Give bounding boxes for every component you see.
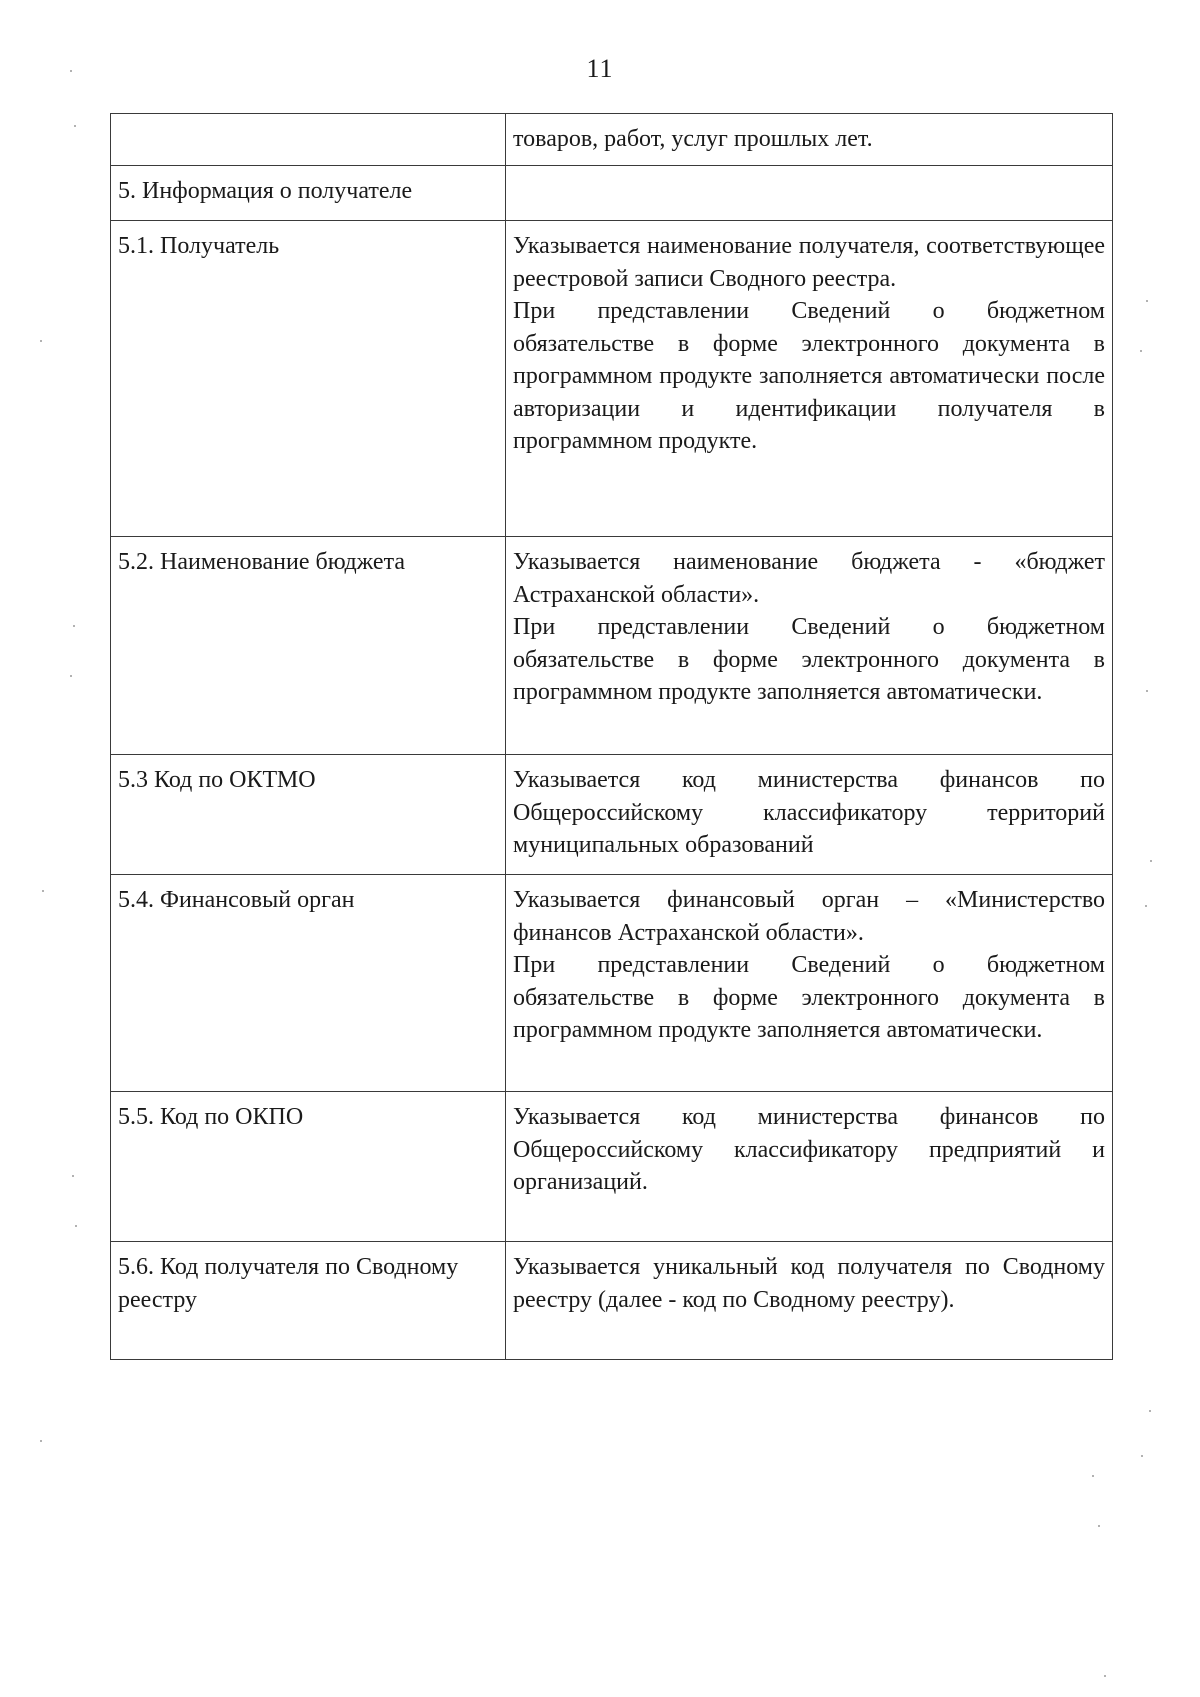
scan-speck xyxy=(1141,1455,1143,1457)
scan-speck xyxy=(40,340,42,342)
scan-speck xyxy=(1092,1475,1094,1477)
scan-speck xyxy=(1145,905,1147,907)
field-description-cell xyxy=(506,755,1113,875)
description-paragraph: При представлении Сведений о бюджетном обязательстве в форме электронного документа в программном продукте заполняется автоматически. xyxy=(513,952,1105,1043)
field-description-cell xyxy=(506,221,1113,537)
field-description-cell xyxy=(506,875,1113,1092)
description-paragraph: Указывается код министерства финансов по Общероссийскому классификатору предприятий и организаций. xyxy=(513,1104,1105,1195)
scan-speck xyxy=(73,625,75,627)
description-paragraph: Указывается наименование бюджета - «бюджет Астраханской области». xyxy=(513,549,1105,608)
table-row xyxy=(111,114,1113,166)
description-paragraph: Указывается уникальный код получателя по Сводному реестру (далее - код по Сводному реестру). xyxy=(513,1254,1105,1313)
scan-speck xyxy=(75,1225,77,1227)
description-paragraph: Указывается код министерства финансов по Общероссийскому классификатору территорий муниципальных образований xyxy=(513,767,1105,858)
scan-speck xyxy=(70,70,72,72)
scan-speck xyxy=(72,1175,74,1177)
scan-speck xyxy=(1146,690,1148,692)
table-row xyxy=(111,221,1113,537)
scan-speck xyxy=(74,125,76,127)
scan-speck xyxy=(1098,1525,1100,1527)
description-paragraph: товаров, работ, услуг прошлых лет. xyxy=(513,126,873,152)
description-paragraph: При представлении Сведений о бюджетном обязательстве в форме электронного документа в программном продукте заполняется автоматически. xyxy=(513,614,1105,705)
description-paragraph: Указывается финансовый орган – «Министерство финансов Астраханской области». xyxy=(513,887,1105,946)
field-name-cell: 5.2. Наименование бюджета xyxy=(111,537,506,755)
field-name-cell: 5.3 Код по ОКТМО xyxy=(111,755,506,875)
description-paragraph: Указывается наименование получателя, соответствующее реестровой записи Сводного реестра. xyxy=(513,233,1105,292)
requirements-table xyxy=(110,113,1113,1360)
scan-speck xyxy=(1140,350,1142,352)
field-name-cell: 5.4. Финансовый орган xyxy=(111,875,506,1092)
scan-speck xyxy=(70,675,72,677)
page-number: 11 xyxy=(586,54,614,83)
table-row xyxy=(111,875,1113,1092)
field-description-cell xyxy=(506,1242,1113,1360)
field-description-cell xyxy=(506,1092,1113,1242)
scan-speck xyxy=(40,1440,42,1442)
field-description-cell xyxy=(506,537,1113,755)
description-paragraph: При представлении Сведений о бюджетном обязательстве в форме электронного документа в программном продукте заполняется автоматически после авторизации и идентификации получателя в программном продукте. xyxy=(513,298,1105,454)
field-name-cell: 5.1. Получатель xyxy=(111,221,506,537)
table-row xyxy=(111,755,1113,875)
scan-speck xyxy=(1104,1675,1106,1677)
scan-speck xyxy=(42,890,44,892)
field-description-cell xyxy=(506,114,1113,166)
field-name-cell: 5.6. Код получателя по Сводному реестру xyxy=(111,1242,506,1360)
scan-speck xyxy=(1150,860,1152,862)
field-name-cell: 5.5. Код по ОКПО xyxy=(111,1092,506,1242)
scan-speck xyxy=(1149,1410,1151,1412)
table-row xyxy=(111,166,1113,221)
table-row xyxy=(111,1242,1113,1360)
table-row xyxy=(111,537,1113,755)
table-row xyxy=(111,1092,1113,1242)
field-description-cell xyxy=(506,166,1113,221)
field-name-cell xyxy=(111,114,506,166)
scan-speck xyxy=(1146,300,1148,302)
section-title-cell: 5. Информация о получателе xyxy=(111,166,506,221)
